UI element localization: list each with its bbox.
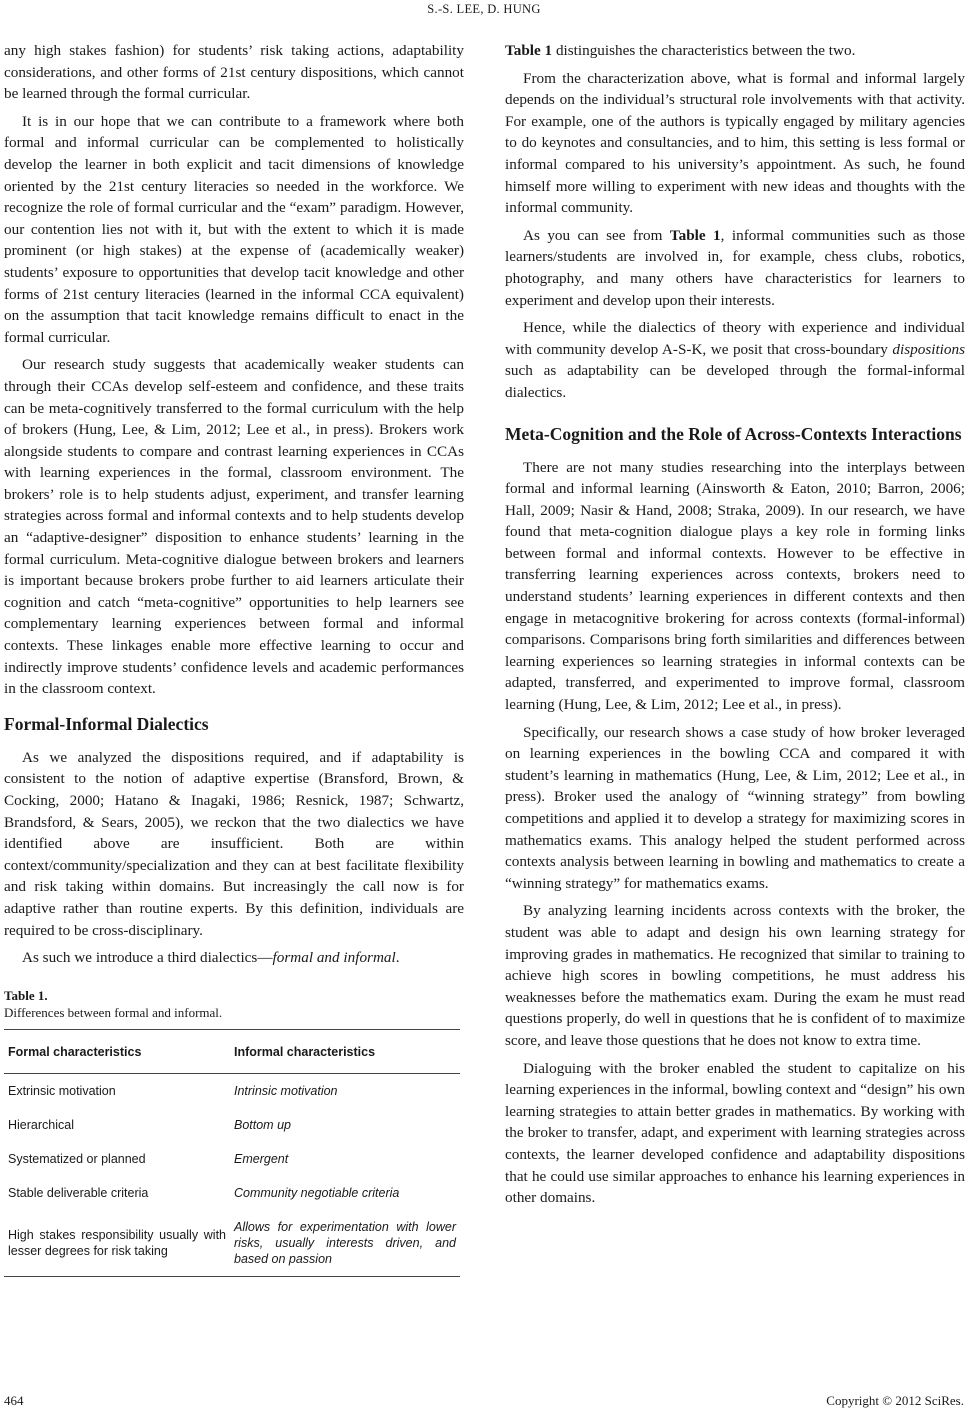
section-heading: Formal-Informal Dialectics [4, 713, 209, 734]
table-cell-informal: Allows for experimentation with lower risks, usually interests driven, and based on passion [234, 1220, 456, 1267]
text-span: distinguishes the characteristics between the two. [552, 42, 856, 59]
text-span: As you can see from [523, 226, 670, 244]
paragraph [505, 40, 965, 62]
text-span: . [395, 949, 400, 967]
text-span: , informal communities such as those learners/students are involved in, for example, chess clubs, robotics, photography, and many others have characteristics for learners to experiment and develop upon their interests. [505, 226, 965, 309]
table-caption-text: Differences between formal and informal. [4, 1004, 223, 1020]
italic-text: dispositions [892, 340, 965, 358]
text-span: such as adaptability can be developed through the formal-informal dialectics. [505, 362, 965, 401]
text-span: Hence, while the dialectics of theory with experience and individual with community develop A-S-K, we posit that cross-boundary [505, 319, 965, 358]
table-reference: Table 1 [669, 226, 721, 244]
page-number: 464 [4, 1393, 24, 1408]
paragraph: By analyzing learning incidents across contexts with the broker, the student was able to adapt and design his own learning strategy for improving grades in mathematics. He recognized that similar to training to achieve high scores in bowling competitions, he must address his weaknesses before the mathematics exam. During the exam he must read questions properly, do well in questions that he is confident of to maximize score, and leave those questions that he does not know to extra time. [505, 902, 965, 1049]
paragraph: Dialoguing with the broker enabled the student to capitalize on his learning experiences in the informal, bowling context and “design” his own learning strategies to attain better grades in mathematics. By working with the broker to transfer, adapt, and experiment with learning strategies across contexts, the learner developed confidence and adaptability dispositions that he could use similar approaches to enhance his learning experiences in other domains. [505, 1059, 965, 1207]
right-column [505, 40, 965, 1215]
table-row [4, 1210, 460, 1277]
table-label: Table 1. [4, 987, 48, 1003]
table-cell-formal: High stakes responsibility usually with lesser degrees for risk taking [8, 1228, 226, 1259]
table-row [4, 1142, 460, 1176]
table-cell-formal: Hierarchical [8, 1118, 74, 1133]
paragraph: It is in our hope that we can contribute to a framework where both formal and informal curricular can be complemented to holistically develop the learner in both explicit and tacit dimensions of knowledge oriented by the 21st century literacies so needed in the workforce. We recognize the role of formal curricular and the “exam” paradigm. However, our contention lies not with it, but with the extent to which it is made prominent (or high stakes) at the expense of (academically weaker) students’ exposure to opportunities that develop tacit knowledge and other forms of 21st century literacies (learned in the informal CCA equivalent) on the assumption that tacit knowledge remains difficult to enact in the formal curricular. [4, 112, 464, 346]
copyright-notice: Copyright © 2012 SciRes. [826, 1393, 964, 1408]
table-cell-informal: Intrinsic motivation [234, 1084, 338, 1099]
table-cell-informal: Bottom up [234, 1118, 291, 1133]
column-header: Informal characteristics [230, 1029, 460, 1074]
table-row [4, 1108, 460, 1142]
italic-text: formal and informal [272, 949, 396, 967]
running-header: S.-S. LEE, D. HUNG [427, 2, 541, 16]
table-cell-formal: Systematized or planned [8, 1152, 146, 1167]
paragraph: From the characterization above, what is formal and informal largely depends on the individual’s structural role involvements with that activity. For example, one of the authors is typically engaged by military agencies to do keynotes and consultancies, and to him, this setting is less formal or informal compared to his university’s appointment. As such, he found himself more willing to experiment with new ideas and thoughts with the informal community. [505, 69, 965, 217]
table-row [4, 1074, 460, 1109]
column-header: Formal characteristics [4, 1029, 230, 1074]
table-row [4, 1176, 460, 1210]
table-cell-formal: Stable deliverable criteria [8, 1186, 149, 1201]
paragraph [505, 225, 965, 311]
table-reference: Table 1 [505, 42, 553, 59]
table-header-row [4, 1029, 460, 1074]
paragraph: Specifically, our research shows a case study of how broker leveraged on learning experiences in the bowling CCA and compared it with student’s learning in mathematics (Hung, Lee, & Lim, 2012; Lee et al., in press). Broker used the analogy of “winning strategy” from bowling competitions and applied it to develop a strategy for maximizing scores in mathematics exams. This analogy helped the student performed across contexts analysis between learning in bowling and mathematics to create a “winning strategy” for mathematics exams. [505, 723, 965, 892]
left-column [4, 40, 464, 1277]
text-span: As such we introduce a third dialectics— [22, 949, 273, 967]
table-cell-formal: Extrinsic motivation [8, 1084, 116, 1099]
comparison-table [4, 1029, 460, 1278]
paragraph: any high stakes fashion) for students’ risk taking actions, adaptability considerations, and other forms of 21st century dispositions, which cannot be learned through the formal curricular. [4, 42, 464, 103]
table-cell-informal: Emergent [234, 1152, 289, 1167]
paragraph: As we analyzed the dispositions required, and if adaptability is consistent to the notion of adaptive expertise (Bransford, Brown, & Cocking, 2000; Hatano & Inagaki, 1986; Resnick, 1987; Schwartz, Brandsford, & Sears, 2005), we reckon that the two dialectics we have identified above are insufficient. Both are within context/community/specialization and they can at best facilitate flexibility and risk taking within domains. But increasingly the call now is for adaptive rather than routine experts. By this definition, individuals are required to be cross-disciplinary. [4, 748, 464, 939]
paragraph [505, 317, 965, 403]
table-caption [4, 987, 464, 1021]
paragraph: There are not many studies researching into the interplays between formal and informal learning (Ainsworth & Eaton, 2010; Barron, 2006; Hall, 2009; Nasir & Hand, 2008; Straka, 2009). In our research, we have found that meta-cognition dialogue plays a key role in forming links between formal and informal contexts. However to be effective in transferring learning experiences across contexts, brokers need to understand students’ learning experiences in different contexts and then engage in metacognitive brokering for across contexts (formal-informal) comparisons. Comparisons bring forth similarities and differences between learning experiences so learning strategies in informal contexts can be adapted, transferred, and experimented to improve formal, classroom learning (Hung, Lee, & Lim, 2012; Lee et al., in press). [505, 458, 965, 714]
paragraph [4, 947, 464, 969]
section-heading: Meta-Cognition and the Role of Across-Contexts Interactions [505, 423, 962, 444]
paragraph: Our research study suggests that academically weaker students can through their CCAs develop self-esteem and confidence, and these traits can be meta-cognitively transferred to the formal curriculum with the help of brokers (Hung, Lee, & Lim, 2012; Lee et al., in press). Brokers work alongside students to compare and contrast learning experiences in CCAs with learning experiences in the formal, classroom environment. The brokers’ role is to help students adjust, experiment, and transfer learning strategies across formal and informal contexts and to help students develop an “adaptive-designer” disposition to enhance students’ learning in the formal curriculum. Meta-cognitive dialogue between brokers and learners is important because brokers probe further to aid learners articulate their cognition and catch “meta-cognitive” opportunities to help learners see complementary learning experiences between formal and informal contexts. These linkages enable more effective learning to occur and indirectly improve students’ confidence levels and academic performances in the classroom context. [4, 356, 464, 698]
table-cell-informal: Community negotiable criteria [234, 1186, 400, 1201]
